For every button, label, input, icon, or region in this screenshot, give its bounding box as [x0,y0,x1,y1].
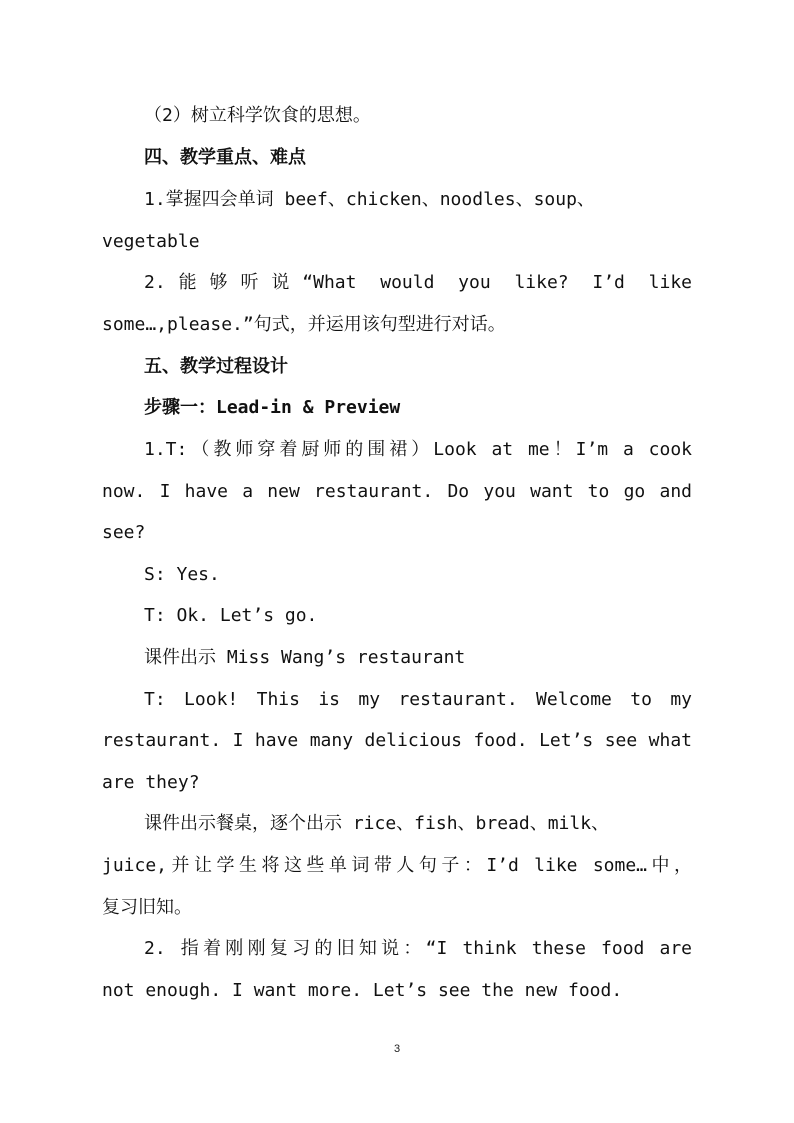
page-number: 3 [393,1043,401,1055]
text-line: T: Ok. Let’s go. [144,605,318,626]
text-line: some…,please.”句式，并运用该句型进行对话。 [102,314,506,335]
text-line: 2.能够听说“What would you like? I’d like [144,272,692,293]
text-line: are they? [102,772,200,793]
text-line: 2. 指着刚刚复习的旧知说：“I think these food are [144,938,692,959]
text-line: （2）树立科学饮食的思想。 [144,105,371,126]
text-line: 复习旧知。 [102,897,192,918]
text-line: 1.掌握四会单词 beef、chicken、noodles、soup、 [144,189,595,210]
section-heading: 五、教学过程设计 [144,356,288,377]
text-line: T: Look! This is my restaurant. Welcome to my [144,689,692,710]
step-heading: 步骤一：Lead-in & Preview [144,397,401,418]
section-heading: 四、教学重点、难点 [144,147,306,168]
text-line: not enough. I want more. Let’s see the new food. [102,980,623,1001]
text-line: 课件出示餐桌，逐个出示 rice、fish、bread、milk、 [144,813,610,834]
text-line: 1.T:（教师穿着厨师的围裙）Look at me！I’m a cook [144,439,692,460]
text-line: restaurant. I have many delicious food. Let’s see what [102,730,692,751]
text-line: 课件出示 Miss Wang’s restaurant [144,647,466,668]
text-line: see? [102,522,146,543]
text-line: juice,并让学生将这些单词带人句子：I’d like some…中， [102,855,692,876]
text-line: vegetable [102,231,200,252]
text-line: now. I have a new restaurant. Do you want to go and [102,481,692,502]
text-line: S: Yes. [144,564,220,585]
